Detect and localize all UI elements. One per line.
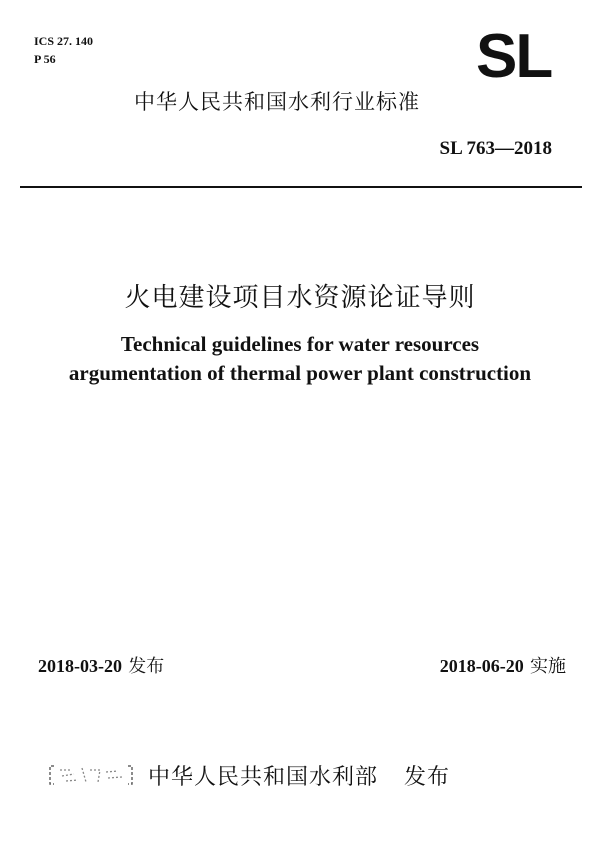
publisher-block: [148, 760, 450, 791]
standard-category: 中华人民共和国水利行业标准: [134, 90, 420, 114]
issue-label: 发布: [128, 656, 165, 677]
english-title-line-2: argumentation of thermal power plant construction: [68, 361, 532, 385]
sl-logo: SL: [476, 22, 552, 91]
implement-date-block: [440, 652, 566, 678]
implement-label: 实施: [530, 656, 566, 677]
publish-label: 发布: [404, 765, 451, 790]
p-code: P 56: [34, 52, 56, 66]
issue-date-block: [38, 652, 164, 678]
ministry-logo-icon: [48, 762, 134, 788]
document-title-chinese: 火电建设项目水资源论证导则: [124, 283, 476, 313]
header-divider: [20, 186, 582, 188]
ics-code: ICS 27. 140: [34, 34, 94, 48]
issue-date: 2018-03-20: [38, 656, 122, 676]
document-title-english: [0, 330, 600, 388]
implement-date: 2018-06-20: [439, 656, 524, 676]
publisher-name: 中华人民共和国水利部: [148, 765, 379, 790]
standard-code: SL 763—2018: [439, 138, 552, 159]
english-title-line-1: Technical guidelines for water resources: [120, 332, 480, 356]
